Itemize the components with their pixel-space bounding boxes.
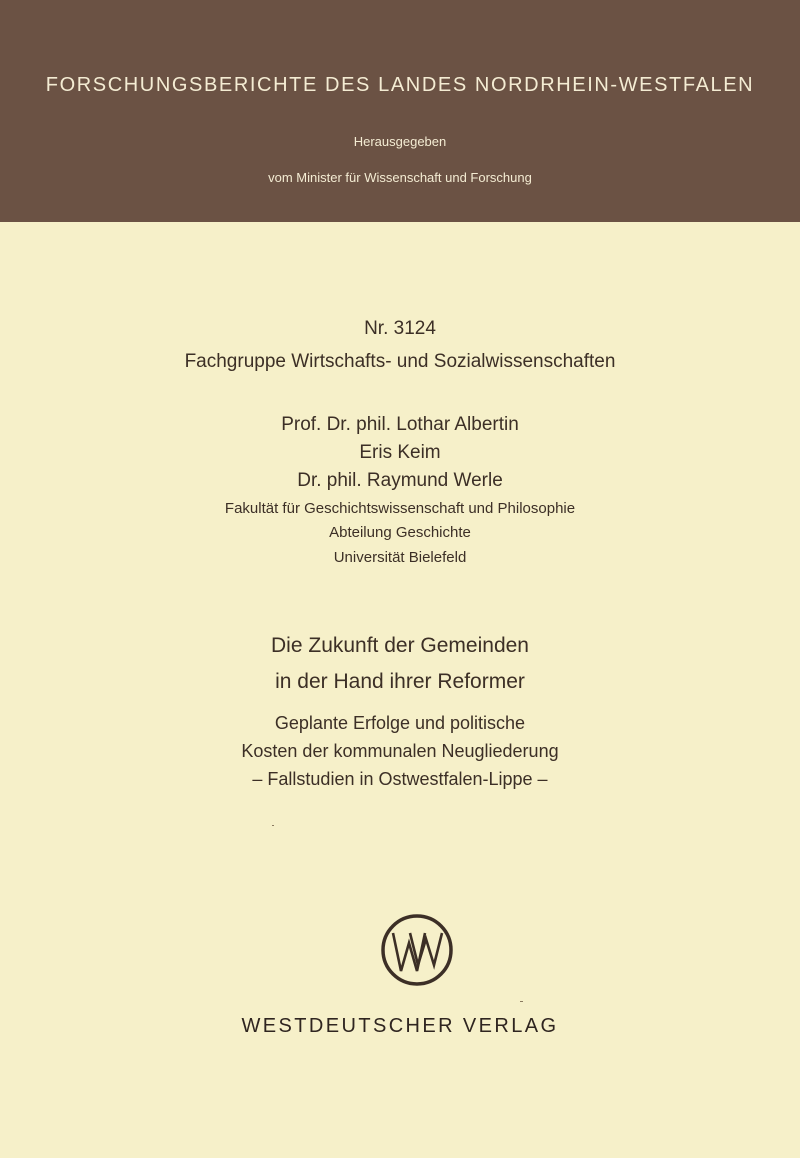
subtitle-line-1: Geplante Erfolge und politische	[274, 713, 526, 733]
wv-monogram-icon	[380, 913, 454, 987]
book-title-line-1: Die Zukunft der Gemeinden	[271, 634, 529, 657]
subtitle-line-2: Kosten der kommunalen Neugliederung	[241, 741, 559, 761]
series-title: FORSCHUNGSBERICHTE DES LANDES NORDRHEIN-WESTFALEN	[45, 74, 755, 96]
author-1: Prof. Dr. phil. Lothar Albertin	[281, 414, 519, 435]
author-3: Dr. phil. Raymund Werle	[297, 470, 503, 491]
faculty: Fakultät für Geschichtswissenschaft und Philosophie	[224, 500, 576, 517]
minister-label: vom Minister für Wissenschaft und Forschung	[268, 170, 532, 185]
publisher-name: WESTDEUTSCHER VERLAG	[241, 1015, 559, 1037]
book-title-line-2: in der Hand ihrer Reformer	[275, 670, 525, 693]
department: Abteilung Geschichte	[329, 524, 471, 541]
print-speck	[272, 825, 274, 826]
print-speck	[520, 1001, 523, 1002]
subtitle-line-3: – Fallstudien in Ostwestfalen-Lippe –	[252, 769, 548, 789]
header-band	[0, 0, 800, 222]
author-2: Eris Keim	[359, 442, 441, 463]
subject-group: Fachgruppe Wirtschafts- und Sozialwissenschaften	[184, 351, 616, 372]
report-number: Nr. 3124	[364, 318, 436, 339]
edited-by-label: Herausgegeben	[353, 134, 447, 149]
university: Universität Bielefeld	[333, 549, 467, 566]
